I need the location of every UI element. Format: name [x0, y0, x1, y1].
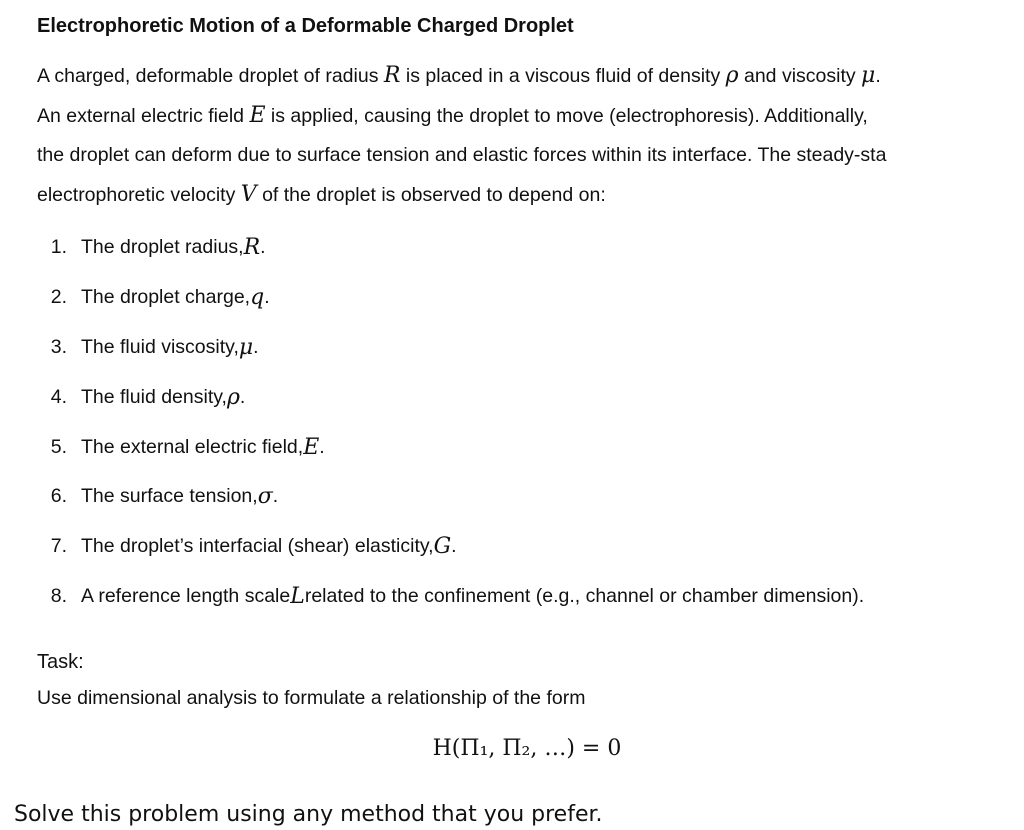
list-symbol: L	[290, 583, 305, 609]
list-end: .	[253, 335, 259, 358]
intro-text: and viscosity	[738, 65, 862, 87]
list-text: The fluid density,	[81, 385, 227, 408]
list-item	[37, 472, 1012, 522]
list-end: .	[264, 286, 270, 309]
list-symbol: G	[433, 534, 452, 560]
intro-text: of the droplet is observed to depend on:	[256, 184, 606, 206]
parameter-list	[37, 223, 1012, 621]
list-item	[37, 223, 1012, 273]
list-end: .	[272, 485, 279, 508]
list-end: related to the confinement (e.g., channel or chamber dimension).	[304, 584, 865, 607]
list-text: The external electric field,	[81, 435, 304, 458]
list-number: 8.	[50, 584, 67, 607]
intro-text: is applied, causing the droplet to move (electrophoresis). Additionally,	[265, 105, 868, 127]
problem-intro	[37, 56, 1012, 215]
list-item	[37, 372, 1012, 422]
list-text: The fluid viscosity,	[81, 335, 239, 358]
intro-text: is placed in a viscous fluid of density	[400, 65, 726, 87]
user-prompt: Solve this problem using any method that you prefer.	[14, 802, 603, 827]
problem-document	[37, 14, 1012, 711]
task-text: Use dimensional analysis to formulate a relationship of the form	[37, 687, 586, 710]
list-text: The droplet’s interfacial (shear) elasticity,	[81, 535, 434, 558]
list-item	[37, 273, 1012, 323]
intro-text: electrophoretic velocity	[37, 184, 241, 206]
list-number: 3.	[50, 335, 67, 358]
problem-title: Electrophoretic Motion of a Deformable Charged Droplet	[37, 15, 574, 37]
symbol-density: ρ	[725, 63, 739, 88]
list-text: The droplet radius,	[81, 236, 244, 259]
target-equation: H(Π₁, Π₂, …) = 0	[432, 736, 622, 761]
intro-line-1	[37, 56, 1012, 96]
list-end: .	[260, 236, 266, 259]
intro-line-3: the droplet can deform due to surface tension and elastic forces within its interface. The steady-sta	[37, 144, 887, 166]
list-number: 4.	[50, 385, 67, 408]
list-text: The surface tension,	[81, 485, 258, 508]
list-symbol: R	[243, 235, 261, 261]
list-symbol: σ	[257, 484, 273, 510]
list-symbol: μ	[238, 334, 254, 360]
list-number: 1.	[50, 236, 67, 259]
intro-line-4	[37, 175, 1012, 215]
symbol-velocity: V	[240, 182, 257, 207]
list-end: .	[239, 385, 246, 408]
list-item	[37, 572, 1012, 622]
list-item	[37, 522, 1012, 572]
list-end: .	[451, 535, 457, 558]
list-number: 2.	[50, 286, 67, 309]
list-symbol: ρ	[226, 384, 240, 410]
intro-line-2	[37, 96, 1012, 136]
list-text: The droplet charge,	[81, 286, 251, 309]
intro-text: .	[875, 65, 881, 87]
list-item	[37, 422, 1012, 472]
list-symbol: E	[303, 434, 320, 460]
list-symbol: q	[250, 285, 265, 311]
intro-text: An external electric field	[37, 105, 250, 127]
list-number: 7.	[50, 535, 67, 558]
symbol-field: E	[249, 103, 266, 128]
intro-text: A charged, deformable droplet of radius	[37, 65, 384, 87]
task-label: Task:	[37, 651, 84, 674]
list-number: 5.	[50, 435, 67, 458]
list-item	[37, 323, 1012, 373]
list-text: A reference length scale	[81, 584, 291, 607]
list-number: 6.	[50, 485, 67, 508]
list-end: .	[319, 435, 325, 458]
symbol-viscosity: μ	[861, 63, 876, 88]
symbol-radius: R	[383, 63, 401, 88]
